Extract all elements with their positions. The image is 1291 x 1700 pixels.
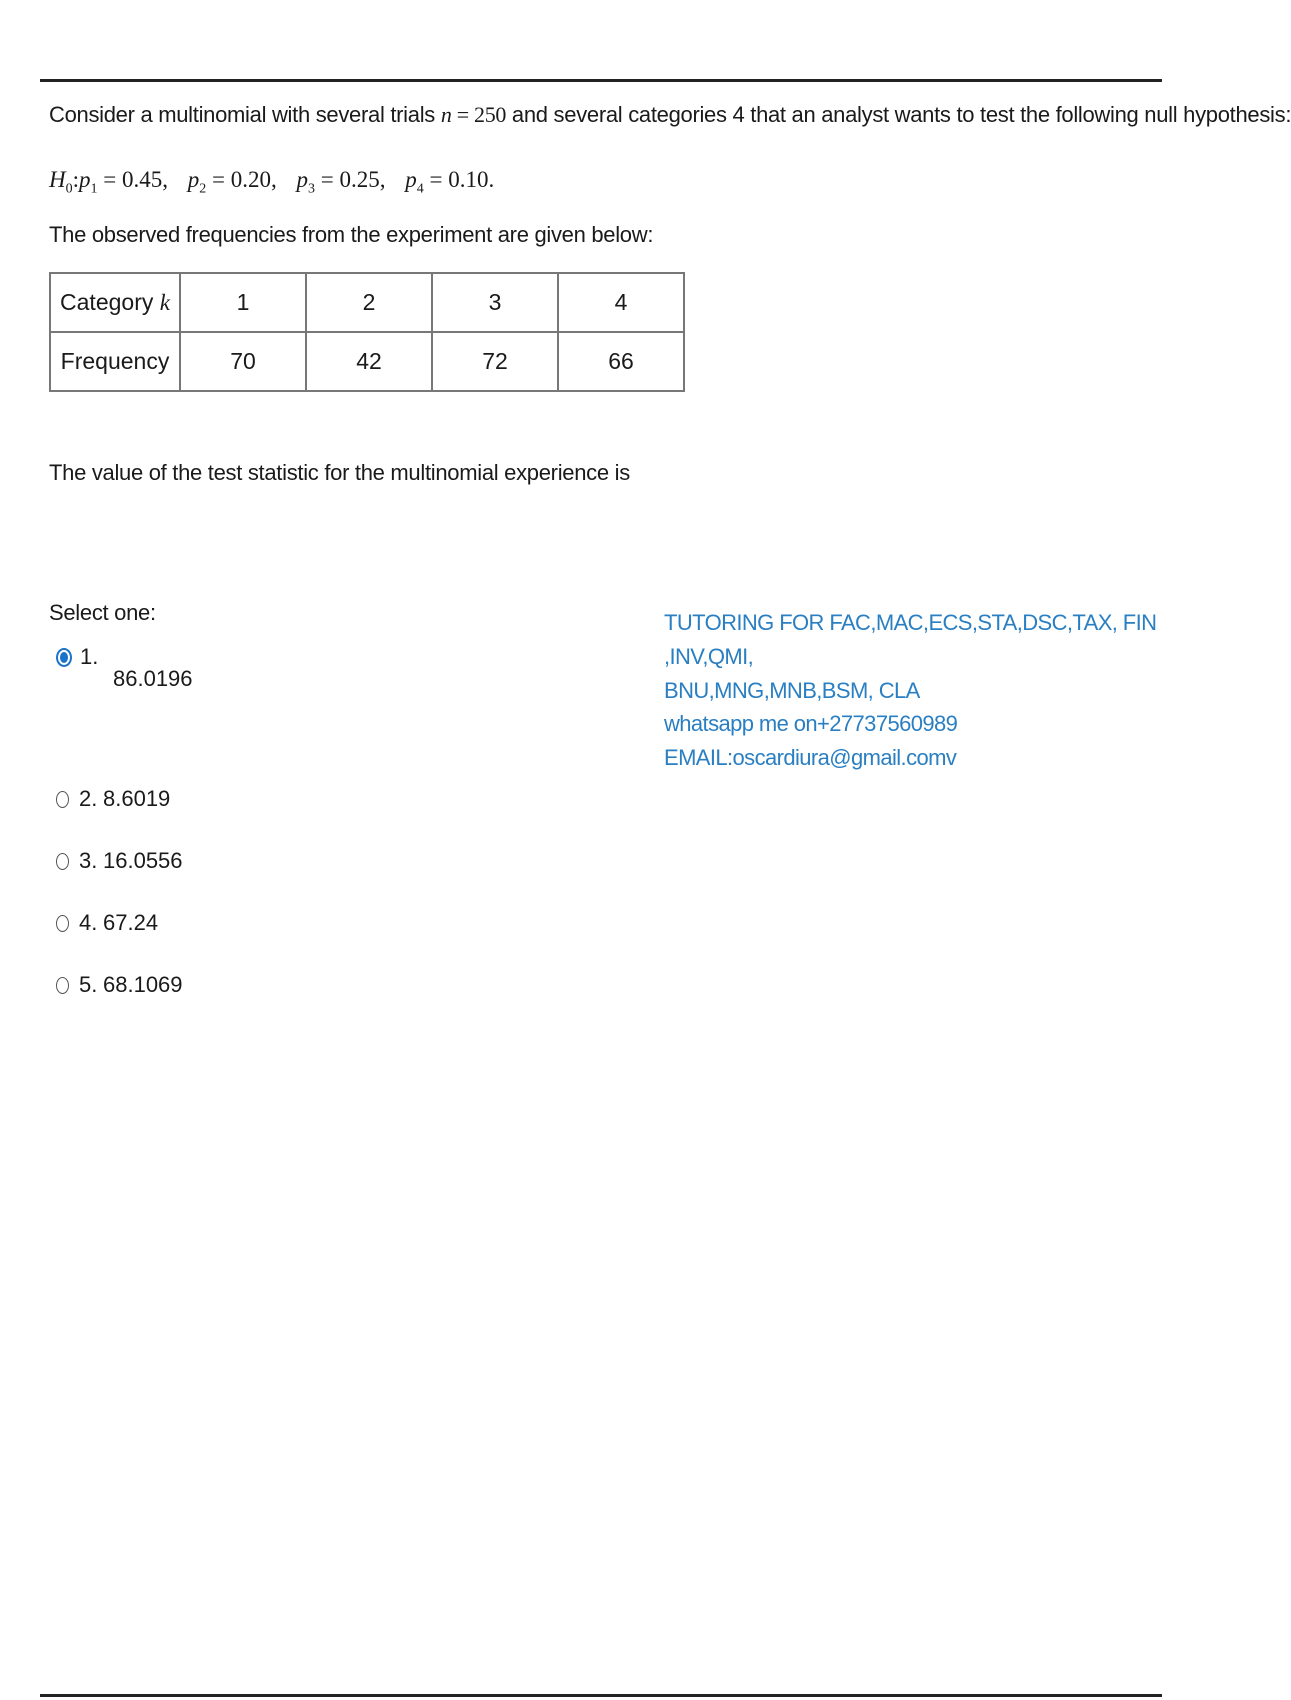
option-number: 2.	[79, 786, 98, 811]
h-subscript: 0	[65, 181, 73, 197]
option-value: 16.0556	[103, 848, 183, 873]
question-intro-part1: Consider a multinomial with several trials	[49, 102, 441, 127]
frequency-table	[49, 272, 685, 392]
tutoring-line-1: TUTORING FOR FAC,MAC,ECS,STA,DSC,TAX, FIN ,INV,QMI,	[664, 610, 1157, 669]
p2-subscript: 2	[199, 181, 207, 197]
whatsapp-text: whatsapp me on+27737560989	[664, 711, 958, 736]
radio-button-selected[interactable]	[56, 648, 72, 667]
question-prompt: The value of the test statistic for the multinomial experience is	[49, 460, 630, 485]
tutoring-line-2: BNU,MNG,MNB,BSM, CLA	[664, 678, 920, 703]
table-header-row	[50, 273, 684, 332]
null-hypothesis	[49, 167, 508, 198]
question-intro-part2: and several categories 4 that an analyst wants to test the following null hypothesis:	[506, 102, 1291, 127]
option-value: 8.6019	[103, 786, 171, 811]
frequency-label: Frequency	[50, 332, 180, 391]
table-cell: 4	[558, 273, 684, 332]
hypothesis-term-3	[296, 167, 386, 197]
p3-subscript: 3	[307, 181, 315, 197]
hypothesis-label: $H_0:p_1 = 0.45$,	[49, 167, 168, 197]
observed-intro: The observed frequencies from the experiment are given below:	[49, 222, 654, 247]
table-cell: 72	[432, 332, 558, 391]
p1-value: = 0.45,	[97, 167, 168, 192]
option-value: 68.1069	[103, 972, 183, 997]
answer-option-3[interactable]	[56, 848, 183, 874]
option-value: 67.24	[103, 910, 159, 935]
radio-button[interactable]	[56, 977, 69, 994]
p4-subscript: 4	[416, 181, 424, 197]
p2-symbol: p	[187, 167, 200, 192]
question-intro	[49, 102, 1291, 128]
bottom-divider	[40, 1694, 1162, 1697]
category-header-label: Category	[60, 289, 160, 315]
table-cell: 70	[180, 332, 306, 391]
n-value: = 250	[451, 102, 507, 127]
p3-value: = 0.25,	[314, 167, 386, 192]
category-k-symbol: k	[159, 290, 170, 315]
p1-symbol: p	[79, 167, 91, 192]
answer-option-2[interactable]	[56, 786, 170, 812]
p1-subscript: 1	[90, 181, 98, 197]
email-text: EMAIL:oscardiura@gmail.comv	[664, 745, 957, 770]
table-row	[50, 332, 684, 391]
table-cell: 42	[306, 332, 432, 391]
radio-button[interactable]	[56, 915, 69, 932]
radio-button[interactable]	[56, 791, 69, 808]
answer-option-1[interactable]	[56, 644, 193, 691]
option-number: 5.	[79, 972, 98, 997]
hypothesis-term-2	[187, 167, 277, 197]
option-number: 3.	[79, 848, 98, 873]
contact-note	[664, 707, 957, 775]
tutoring-note	[664, 606, 1200, 708]
answer-option-5[interactable]	[56, 972, 183, 998]
p2-value: = 0.20,	[206, 167, 277, 192]
n-variable: n	[440, 102, 452, 127]
table-cell: 66	[558, 332, 684, 391]
option-number: 1.	[80, 644, 99, 669]
option-number: 4.	[79, 910, 98, 935]
table-cell: 1	[180, 273, 306, 332]
h-symbol: H	[49, 167, 66, 192]
option-value: 86.0196	[113, 666, 193, 691]
top-divider	[40, 79, 1162, 82]
answer-option-4[interactable]	[56, 910, 158, 936]
table-cell: 3	[432, 273, 558, 332]
select-one-label: Select one:	[49, 600, 156, 625]
radio-button[interactable]	[56, 853, 69, 870]
p4-value: = 0.10.	[423, 167, 495, 192]
p3-symbol: p	[296, 167, 308, 192]
p4-symbol: p	[405, 167, 417, 192]
n-expression	[441, 102, 506, 127]
hypothesis-term-4	[405, 167, 495, 197]
category-header	[50, 273, 180, 332]
table-cell: 2	[306, 273, 432, 332]
